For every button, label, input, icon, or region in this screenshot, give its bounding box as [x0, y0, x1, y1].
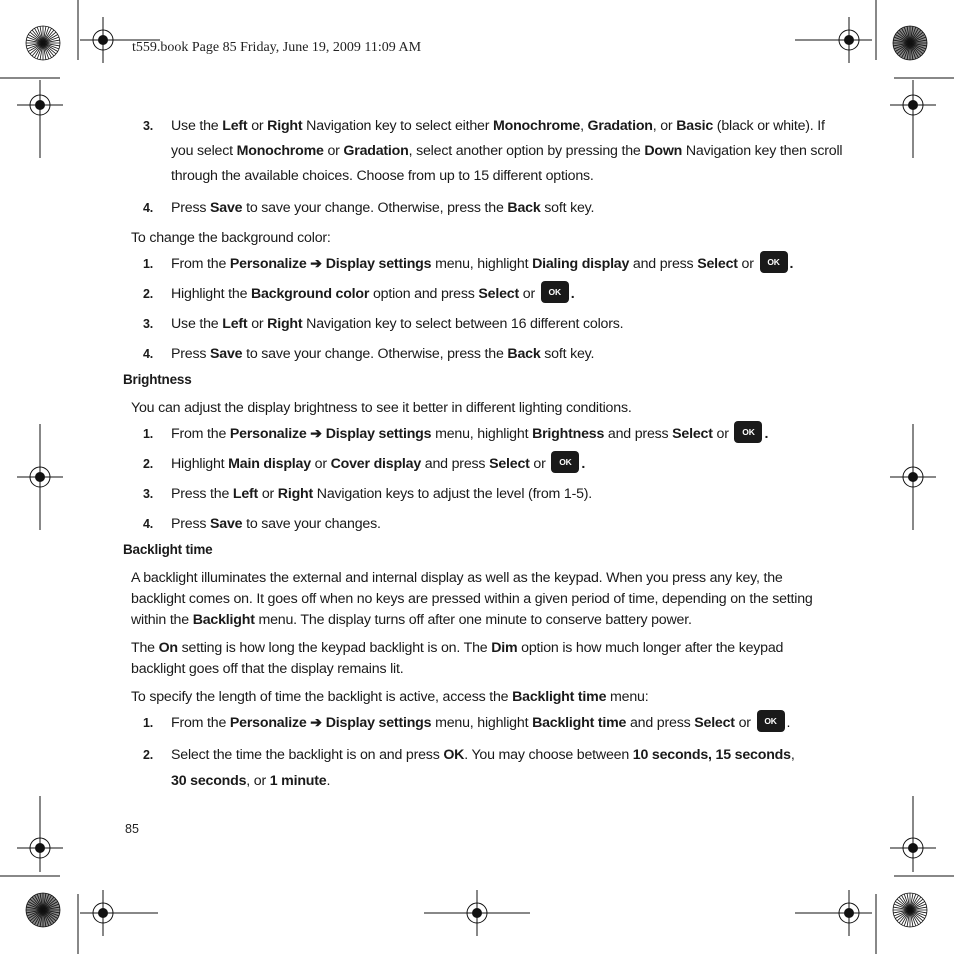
step-number: 4.: [143, 201, 154, 215]
bold-term: Save: [210, 200, 243, 216]
crosshair-left-lower: [17, 796, 63, 872]
backlight-paragraph: [123, 687, 843, 708]
text-run: or: [734, 715, 755, 731]
text-run: menu, highlight: [431, 426, 533, 442]
print-header: t559.book Page 85 Friday, June 19, 2009 11:09 AM: [132, 40, 422, 55]
bold-term: Select: [694, 715, 735, 731]
text-run: menu, highlight: [431, 715, 533, 731]
steps-list: [123, 424, 843, 535]
bold-term: Save: [210, 346, 243, 362]
text-run: Press: [171, 516, 211, 532]
text-run: A backlight illuminates the external and internal display as well as the keypad. When you press any key, the: [131, 570, 783, 586]
step-number: 4.: [143, 517, 154, 531]
step-item: [123, 198, 843, 219]
starburst-mark: [26, 893, 60, 927]
bold-term: OK: [443, 747, 465, 763]
bold-term: 30 seconds: [171, 773, 247, 789]
step-text: [171, 114, 843, 189]
step-item: [123, 284, 843, 305]
crosshair-right-upper: [890, 80, 936, 158]
crosshair-left-upper: [17, 80, 63, 158]
text-run: or: [737, 256, 758, 272]
text-run: menu:: [606, 689, 649, 705]
text-run: menu. The display turns off after one minute to conserve battery power.: [254, 612, 692, 628]
bold-term: Basic: [676, 118, 714, 134]
ok-key-icon: OK: [541, 281, 569, 303]
step-item: [123, 713, 843, 734]
step-text: [171, 742, 843, 794]
bold-term: Right: [277, 486, 314, 502]
step-item: [123, 314, 843, 335]
text-run: backlight goes off that the display remains lit.: [131, 661, 404, 677]
brightness-intro: You can adjust the display brightness to see it better in different lighting conditions.: [131, 400, 632, 416]
step-text: [171, 314, 843, 335]
steps-list: [123, 254, 843, 365]
text-run: or: [519, 286, 539, 302]
bold-term: Select: [489, 456, 530, 472]
step-number: 2.: [143, 287, 154, 301]
step-text: [171, 514, 843, 535]
text-run: Use the: [171, 118, 223, 134]
step-text: [171, 454, 843, 475]
step-text: [171, 284, 843, 305]
text-run: or: [258, 486, 278, 502]
page-number: 85: [125, 822, 139, 836]
text-run: option and press: [369, 286, 479, 302]
bold-term: Brightness: [532, 426, 605, 442]
ok-key-icon: OK: [760, 251, 788, 273]
step-text: [171, 713, 843, 734]
bold-term: Backlight time: [532, 715, 627, 731]
text-run: , or: [246, 773, 270, 789]
text-run: menu, highlight: [431, 256, 533, 272]
text-run: or: [247, 316, 268, 332]
text-run: Press: [171, 346, 211, 362]
heading-backlight: Backlight time: [123, 542, 213, 557]
text-run: From the: [171, 426, 230, 442]
text-run: soft key.: [540, 346, 595, 362]
text-run: Navigation keys to adjust the level (from 1-5).: [313, 486, 593, 502]
bold-term: Background color: [251, 286, 370, 302]
crosshair-top-right: [795, 17, 872, 63]
text-run: The: [131, 640, 159, 656]
bold-term: Back: [507, 346, 541, 362]
bold-term: 1 minute: [269, 773, 327, 789]
text-run: .: [786, 715, 791, 731]
text-run: Navigation key to select either: [302, 118, 493, 134]
text-run: to save your change. Otherwise, press the: [242, 200, 508, 216]
steps-list: [123, 713, 843, 794]
text-run: or: [247, 118, 268, 134]
step-item: [123, 484, 843, 505]
step-number: 2.: [143, 748, 154, 762]
step-number: 3.: [143, 119, 154, 133]
step-item: [123, 344, 843, 365]
intro-background: To change the background color:: [131, 230, 331, 246]
bold-term: Select: [478, 286, 520, 302]
bold-term: Save: [210, 516, 243, 532]
text-run: or: [529, 456, 550, 472]
text-run: and press: [421, 456, 490, 472]
text-run: through the available choices. Choose from up to 15 different options.: [171, 168, 594, 184]
text-run: ,: [790, 747, 795, 763]
bold-term: Backlight time: [512, 689, 607, 705]
bold-term: Right: [267, 118, 303, 134]
text-run: From the: [171, 256, 230, 272]
text-run: To specify the length of time the backlight is active, access the: [131, 689, 513, 705]
text-run: backlight comes on. It goes off when no keys are pressed within a given period of time, depending on the setting: [131, 591, 813, 607]
bold-term: 10 seconds, 15 seconds: [632, 747, 791, 763]
step-text: [171, 344, 843, 365]
text-run: Press the: [171, 486, 233, 502]
bold-term: Cover display: [330, 456, 422, 472]
bold-term: Dialing display: [532, 256, 630, 272]
text-run: and press: [604, 426, 673, 442]
text-run: , select another option by pressing the: [408, 143, 645, 159]
bold-term: Select: [697, 256, 738, 272]
bold-term: Left: [222, 118, 248, 134]
step-item: [123, 514, 843, 535]
ok-key-icon: OK: [734, 421, 762, 443]
text-run: (black or white). If: [713, 118, 825, 134]
content: [123, 114, 843, 794]
starburst-mark: [893, 26, 927, 60]
crosshair-right-lower: [890, 796, 936, 872]
heading-brightness: Brightness: [123, 372, 192, 387]
bold-term: Right: [267, 316, 303, 332]
text-run: Navigation key to select between 16 different colors.: [302, 316, 624, 332]
step-text: [171, 424, 843, 445]
text-run: setting is how long the keypad backlight is on. The: [177, 640, 492, 656]
text-run: . You may choose between: [464, 747, 633, 763]
text-run: From the: [171, 715, 230, 731]
steps-list: [123, 114, 843, 219]
bold-term: Left: [232, 486, 259, 502]
text-run: , or: [652, 118, 677, 134]
bold-term: Main display: [228, 456, 311, 472]
text-run: to save your change. Otherwise, press the: [242, 346, 508, 362]
step-item: [123, 114, 843, 189]
ok-key-icon: OK: [551, 451, 579, 473]
starburst-mark: [893, 893, 927, 927]
bold-term: .: [570, 286, 575, 302]
text-run: or: [323, 143, 344, 159]
text-run: Navigation key then scroll: [682, 143, 843, 159]
text-run: you select: [171, 143, 237, 159]
text-run: and press: [626, 715, 695, 731]
text-run: Press: [171, 200, 211, 216]
step-number: 3.: [143, 317, 154, 331]
text-run: Highlight: [171, 456, 229, 472]
backlight-paragraph: [123, 568, 843, 631]
starburst-mark: [26, 26, 60, 60]
bold-term: Down: [644, 143, 683, 159]
text-run: soft key.: [540, 200, 595, 216]
bold-term: Select: [672, 426, 713, 442]
step-item: [123, 454, 843, 475]
step-text: [171, 254, 843, 275]
bold-term: .: [789, 256, 794, 272]
bold-term: Monochrome: [236, 143, 324, 159]
step-number: 1.: [143, 716, 154, 730]
step-number: 1.: [143, 427, 154, 441]
step-number: 3.: [143, 487, 154, 501]
text-run: ,: [580, 118, 588, 134]
bold-term: Backlight: [192, 612, 255, 628]
bold-term: Personalize ➔ Display settings: [229, 715, 432, 731]
text-run: or: [310, 456, 331, 472]
bold-term: Monochrome: [492, 118, 581, 134]
text-run: Use the: [171, 316, 223, 332]
bold-term: Back: [507, 200, 541, 216]
text-run: option is how much longer after the keypad: [517, 640, 784, 656]
bold-term: Left: [222, 316, 248, 332]
bold-term: .: [764, 426, 769, 442]
text-run: .: [326, 773, 331, 789]
step-number: 1.: [143, 257, 154, 271]
step-item: [123, 424, 843, 445]
bold-term: Gradation: [343, 143, 409, 159]
bold-term: Personalize ➔ Display settings: [229, 426, 432, 442]
ok-key-icon: OK: [757, 710, 785, 732]
crosshair-bottom-left: [80, 890, 158, 936]
bold-term: On: [158, 640, 178, 656]
text-run: Highlight the: [171, 286, 252, 302]
text-run: or: [712, 426, 733, 442]
step-number: 2.: [143, 457, 154, 471]
step-item: [123, 254, 843, 275]
text-run: to save your changes.: [242, 516, 381, 532]
crosshair-bottom-right: [795, 890, 872, 936]
bold-term: Dim: [491, 640, 518, 656]
bold-term: Gradation: [587, 118, 653, 134]
step-text: [171, 484, 843, 505]
backlight-paragraph: [123, 638, 843, 680]
text-run: within the: [131, 612, 193, 628]
step-number: 4.: [143, 347, 154, 361]
bold-term: Personalize ➔ Display settings: [229, 256, 432, 272]
step-item: [123, 742, 843, 794]
text-run: Select the time the backlight is on and press: [171, 747, 444, 763]
step-text: [171, 198, 843, 219]
bold-term: .: [581, 456, 586, 472]
text-run: and press: [629, 256, 698, 272]
